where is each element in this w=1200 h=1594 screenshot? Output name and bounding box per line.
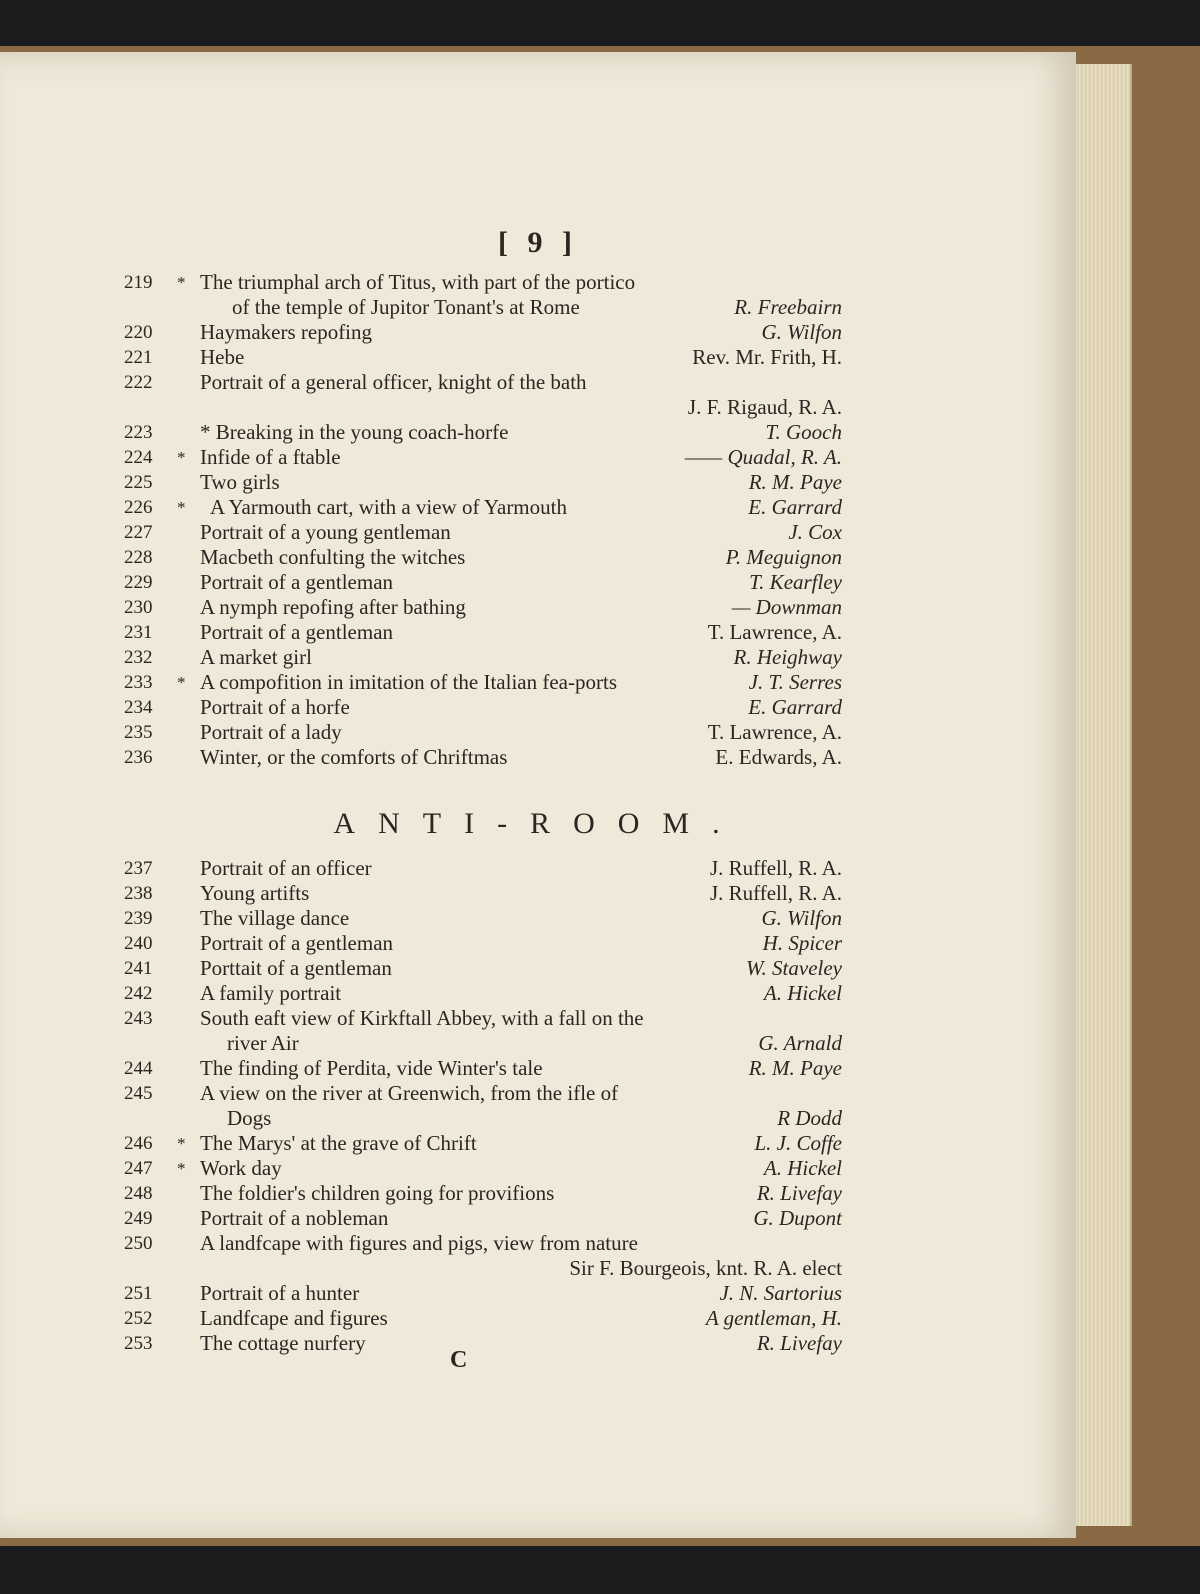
catalogue-entry bbox=[0, 1181, 1076, 1206]
star-mark: * bbox=[177, 273, 186, 292]
entry-title: Portrait of a young gentleman bbox=[200, 520, 451, 544]
entry-title: Infide of a ftable bbox=[200, 445, 341, 469]
entry-number: 232 bbox=[124, 647, 153, 668]
book-page bbox=[0, 52, 1076, 1538]
entry-artist: T. Kearfley bbox=[749, 570, 842, 594]
entry-title: river Air bbox=[227, 1031, 299, 1055]
entry-artist: — Downman bbox=[731, 595, 842, 619]
catalogue-entry bbox=[0, 1056, 1076, 1081]
entry-artist: J. T. Serres bbox=[748, 670, 842, 694]
entry-title: Portrait of an officer bbox=[200, 856, 372, 880]
entry-artist: T. Lawrence, A. bbox=[707, 720, 842, 744]
entry-number: 225 bbox=[124, 472, 153, 493]
entry-number: 224 bbox=[124, 447, 153, 468]
entry-title: Hebe bbox=[200, 345, 245, 369]
catalogue-entry bbox=[0, 1006, 1076, 1031]
entry-artist: E. Edwards, A. bbox=[715, 745, 842, 769]
entry-number: 221 bbox=[124, 347, 153, 368]
entry-artist: G. Arnald bbox=[758, 1031, 842, 1055]
section-heading: ANTI-ROOM. bbox=[333, 807, 743, 840]
entry-number: 226 bbox=[124, 497, 153, 518]
entry-number: 243 bbox=[124, 1008, 153, 1029]
entry-artist: J. Cox bbox=[788, 520, 842, 544]
entry-artist: R. Livefay bbox=[756, 1181, 842, 1205]
signature-mark: C bbox=[450, 1347, 468, 1373]
entry-artist: R. M. Paye bbox=[748, 470, 842, 494]
page-edges bbox=[1072, 64, 1132, 1526]
entry-title: Two girls bbox=[200, 470, 280, 494]
catalogue-entry bbox=[0, 856, 1076, 881]
entry-number: 238 bbox=[124, 883, 153, 904]
entry-artist: R. Livefay bbox=[756, 1331, 842, 1355]
entry-title: Portrait of a gentleman bbox=[200, 620, 394, 644]
entry-number: 234 bbox=[124, 697, 153, 718]
star-mark: * bbox=[177, 498, 186, 517]
catalogue-entry bbox=[0, 881, 1076, 906]
entry-artist: G. Wilfon bbox=[761, 906, 842, 930]
entry-number: 235 bbox=[124, 722, 153, 743]
catalogue-entry bbox=[0, 1231, 1076, 1256]
entry-artist: A gentleman, H. bbox=[705, 1306, 842, 1330]
entry-title: A market girl bbox=[200, 645, 312, 669]
entry-title: Portrait of a lady bbox=[200, 720, 342, 744]
entry-title: The village dance bbox=[200, 906, 350, 930]
entry-title: Portrait of a horfe bbox=[200, 695, 350, 719]
entry-number: 240 bbox=[124, 933, 153, 954]
entry-title: The cottage nurfery bbox=[200, 1331, 366, 1355]
entry-title: Portrait of a nobleman bbox=[200, 1206, 389, 1230]
entry-title: Portrait of a hunter bbox=[200, 1281, 360, 1305]
entry-artist: —— Quadal, R. A. bbox=[684, 445, 842, 469]
star-mark: * bbox=[177, 673, 186, 692]
entry-title: The finding of Perdita, vide Winter's tale bbox=[200, 1056, 543, 1080]
entry-number: 219 bbox=[124, 272, 153, 293]
entry-number: 236 bbox=[124, 747, 153, 768]
entry-title: Porttait of a gentleman bbox=[200, 956, 392, 980]
entry-artist: J. Ruffell, R. A. bbox=[709, 856, 842, 880]
entry-artist: E. Garrard bbox=[748, 695, 842, 719]
catalogue-entry bbox=[0, 1281, 1076, 1306]
entry-title: Portrait of a general officer, knight of the bath bbox=[200, 370, 587, 394]
entry-title: A landfcape with figures and pigs, view from nature bbox=[200, 1231, 638, 1255]
entry-title: * Breaking in the young coach-horfe bbox=[200, 420, 509, 444]
entry-title: The triumphal arch of Titus, with part of the portico bbox=[200, 270, 636, 294]
entry-artist: J. N. Sartorius bbox=[719, 1281, 842, 1305]
entry-title: Work day bbox=[200, 1156, 282, 1180]
entry-title: South eaft view of Kirkftall Abbey, with a fall on the bbox=[200, 1006, 644, 1030]
star-mark: * bbox=[177, 1134, 186, 1153]
entry-number: 228 bbox=[124, 547, 153, 568]
entry-artist: Rev. Mr. Frith, H. bbox=[692, 345, 842, 369]
catalogue-entry bbox=[0, 981, 1076, 1006]
catalogue-entry bbox=[0, 1131, 1076, 1156]
entry-number: 237 bbox=[124, 858, 153, 879]
catalogue-entry bbox=[0, 1306, 1076, 1331]
entry-artist: R. Freebairn bbox=[734, 295, 842, 319]
entry-artist: L. J. Coffe bbox=[754, 1131, 842, 1155]
entry-number: 223 bbox=[124, 422, 153, 443]
entry-number: 227 bbox=[124, 522, 153, 543]
entry-number: 241 bbox=[124, 958, 153, 979]
entry-artist: H. Spicer bbox=[762, 931, 842, 955]
entry-title: Young artifts bbox=[200, 881, 310, 905]
entry-title: A family portrait bbox=[200, 981, 342, 1005]
entry-artist: P. Meguignon bbox=[725, 545, 842, 569]
catalogue-entry bbox=[0, 931, 1076, 956]
entry-number: 222 bbox=[124, 372, 153, 393]
entry-title: Dogs bbox=[227, 1106, 272, 1130]
entry-number: 231 bbox=[124, 622, 153, 643]
anti-room-entries bbox=[0, 52, 1076, 1538]
entry-artist: R. M. Paye bbox=[748, 1056, 842, 1080]
entry-title: Portrait of a gentleman bbox=[200, 570, 394, 594]
entry-title: A compofition in imitation of the Italian fea-ports bbox=[200, 670, 617, 694]
entry-number: 248 bbox=[124, 1183, 153, 1204]
entry-number: 247 bbox=[124, 1158, 153, 1179]
entry-number: 245 bbox=[124, 1083, 153, 1104]
entry-number: 229 bbox=[124, 572, 153, 593]
page-header: [ 9 ] bbox=[498, 226, 578, 259]
entry-number: 242 bbox=[124, 983, 153, 1004]
catalogue-entry bbox=[0, 906, 1076, 931]
catalogue-entry bbox=[0, 1331, 1076, 1356]
catalogue-entry bbox=[0, 1031, 1076, 1056]
catalogue-entry bbox=[0, 1206, 1076, 1231]
entry-title: Portrait of a gentleman bbox=[200, 931, 394, 955]
entry-title: Winter, or the comforts of Chriftmas bbox=[200, 745, 508, 769]
entry-artist: A. Hickel bbox=[763, 1156, 842, 1180]
entry-title: A view on the river at Greenwich, from the ifle of bbox=[200, 1081, 619, 1105]
catalogue-entry bbox=[0, 956, 1076, 981]
entry-number: 244 bbox=[124, 1058, 153, 1079]
entry-title: The Marys' at the grave of Chrift bbox=[200, 1131, 477, 1155]
catalogue-entry bbox=[0, 1081, 1076, 1106]
entry-title: A nymph repofing after bathing bbox=[200, 595, 466, 619]
entry-title: A Yarmouth cart, with a view of Yarmouth bbox=[210, 495, 567, 519]
entry-number: 230 bbox=[124, 597, 153, 618]
entry-title: Macbeth confulting the witches bbox=[200, 545, 466, 569]
entry-number: 253 bbox=[124, 1333, 153, 1354]
entry-artist: T. Gooch bbox=[765, 420, 842, 444]
entry-artist: G. Dupont bbox=[753, 1206, 842, 1230]
entry-number: 249 bbox=[124, 1208, 153, 1229]
entry-number: 251 bbox=[124, 1283, 153, 1304]
entry-title: Landfcape and figures bbox=[200, 1306, 388, 1330]
entry-number: 252 bbox=[124, 1308, 153, 1329]
entry-artist: R. Heighway bbox=[733, 645, 842, 669]
star-mark: * bbox=[177, 1159, 186, 1178]
entry-title: of the temple of Jupitor Tonant's at Rome bbox=[232, 295, 580, 319]
entry-title: The foldier's children going for provifions bbox=[200, 1181, 555, 1205]
entry-title: Haymakers repofing bbox=[200, 320, 373, 344]
entry-artist: A. Hickel bbox=[763, 981, 842, 1005]
catalogue-entry bbox=[0, 1256, 1076, 1281]
entry-number: 239 bbox=[124, 908, 153, 929]
entry-number: 233 bbox=[124, 672, 153, 693]
entry-artist: T. Lawrence, A. bbox=[707, 620, 842, 644]
entry-artist: W. Staveley bbox=[745, 956, 842, 980]
entry-artist: J. Ruffell, R. A. bbox=[709, 881, 842, 905]
catalogue-entry bbox=[0, 1156, 1076, 1181]
entry-number: 220 bbox=[124, 322, 153, 343]
entry-artist: E. Garrard bbox=[748, 495, 842, 519]
entry-number: 250 bbox=[124, 1233, 153, 1254]
entry-number: 246 bbox=[124, 1133, 153, 1154]
entry-artist: J. F. Rigaud, R. A. bbox=[687, 395, 842, 419]
entry-artist: R Dodd bbox=[777, 1106, 842, 1130]
entry-artist: G. Wilfon bbox=[761, 320, 842, 344]
star-mark: * bbox=[177, 448, 186, 467]
entry-artist: Sir F. Bourgeois, knt. R. A. elect bbox=[569, 1256, 842, 1280]
catalogue-entry bbox=[0, 1106, 1076, 1131]
